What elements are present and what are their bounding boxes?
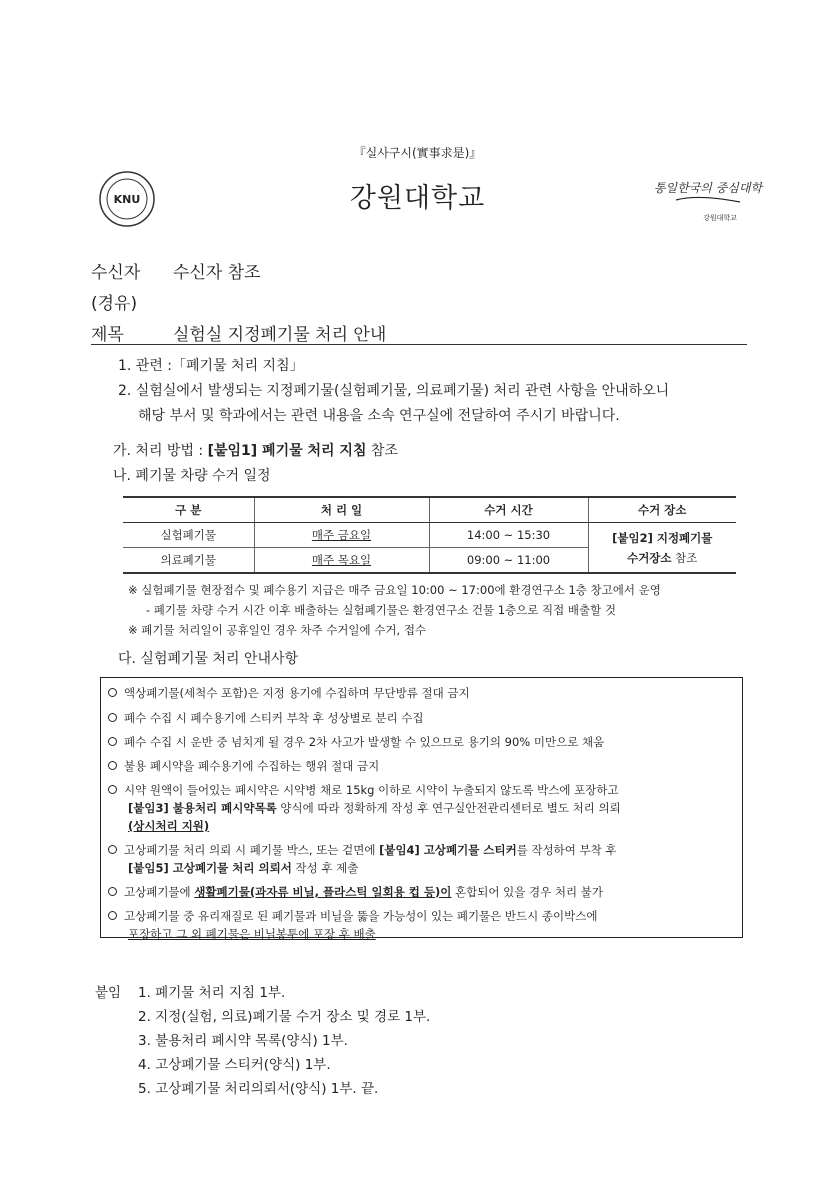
- guideline-5-line-3: (상시처리 지원): [128, 819, 210, 833]
- header-category: 구 분: [123, 497, 254, 523]
- bullet-circle-icon: [108, 688, 117, 697]
- header-location: 수거 장소: [588, 497, 736, 523]
- row-day: 매주 목요일: [254, 548, 429, 574]
- location-cell: [588, 523, 736, 574]
- bullet-circle-icon: [108, 887, 117, 896]
- location-line-2-suffix: 참조: [671, 550, 698, 565]
- note-1: ※ 실험폐기물 현장접수 및 폐수용기 지급은 매주 금요일 10:00 ~ 17:00에 환경연구소 1층 창고에서 운영: [128, 583, 661, 597]
- header-divider: [91, 344, 747, 345]
- note-2: ※ 폐기물 처리일이 공휴일인 경우 차주 수거일에 수거, 접수: [128, 623, 427, 637]
- header-time: 수거 시간: [429, 497, 588, 523]
- subject-label: 제목: [91, 325, 124, 345]
- note-1-sub: - 폐기물 차량 수거 시간 이후 배출하는 실험폐기물은 환경연구소 건물 1층으로 직접 배출할 것: [146, 603, 617, 617]
- row-type: 실험폐기물: [123, 523, 254, 548]
- bullet-circle-icon: [108, 845, 117, 854]
- bullet-circle-icon: [108, 785, 117, 794]
- guideline-2: 폐수 수집 시 폐수용기에 스티커 부착 후 성상별로 분리 수집: [108, 710, 424, 726]
- university-name: 강원대학교: [349, 183, 486, 214]
- bullet-circle-icon: [108, 911, 117, 920]
- item-2-line-2: 해당 부서 및 학과에서는 관련 내용을 소속 연구실에 전달하여 주시기 바랍니다.: [138, 408, 620, 424]
- attachments-label: 붙임: [95, 985, 122, 1001]
- motto: 『실사구시(實事求是)』: [353, 146, 482, 160]
- guideline-8-line-2: 포장하고 그 외 폐기물은 비닐봉투에 포장 후 배출: [128, 927, 376, 941]
- guideline-8: 고상폐기물 중 유리재질로 된 폐기물과 비닐을 뚫을 가능성이 있는 폐기물은 반드시 종이박스에: [108, 908, 597, 924]
- guideline-6: 고상폐기물 처리 의뢰 시 폐기물 박스, 또는 겉면에 [붙임4] 고상폐기물 스티커를 작성하여 부착 후: [108, 842, 617, 858]
- seal-text: KNU: [113, 193, 141, 206]
- guideline-1: 액상폐기물(세척수 포함)은 지정 용기에 수집하며 무단방류 절대 금지: [108, 685, 470, 701]
- table-header-row: [123, 497, 736, 523]
- guideline-7: 고상폐기물에 생활폐기물(과자류 비닐, 플라스틱 일회용 컵 등)이 혼합되어 있을 경우 처리 불가: [108, 884, 603, 900]
- sub-item-a-suffix: 참조: [366, 443, 398, 459]
- sub-item-a-prefix: 가. 처리 방법 :: [113, 443, 208, 459]
- row-time: 09:00 ~ 11:00: [429, 548, 588, 574]
- attachment-item: 3. 불용처리 폐시약 목록(양식) 1부.: [138, 1033, 348, 1049]
- guideline-5: 시약 원액이 들어있는 폐시약은 시약병 채로 15kg 이하로 시약이 누출되지 않도록 박스에 포장하고: [108, 782, 619, 798]
- university-slogan-logo: [653, 172, 763, 228]
- attachment-item: 4. 고상폐기물 스티커(양식) 1부.: [138, 1057, 331, 1073]
- location-line-2-bold: 수거장소: [627, 550, 672, 565]
- subject-value: 실험실 지정폐기물 처리 안내: [173, 325, 387, 345]
- slogan-text: 통일한국의 중심대학: [653, 181, 763, 195]
- bullet-circle-icon: [108, 737, 117, 746]
- subject-row: [91, 320, 386, 345]
- guideline-6-line-2: [붙임5] 고상폐기물 처리 의뢰서 작성 후 제출: [128, 861, 359, 875]
- row-day: 매주 금요일: [254, 523, 429, 548]
- recipient-value: 수신자 참조: [173, 263, 261, 283]
- sub-item-c: 다. 실험폐기물 처리 안내사항: [118, 651, 299, 667]
- table-row: [123, 523, 736, 548]
- header-day: 처 리 일: [254, 497, 429, 523]
- sub-item-a-bold: [붙임1] 폐기물 처리 지침: [207, 443, 367, 459]
- attachment-item: 2. 지정(실험, 의료)폐기물 수거 장소 및 경로 1부.: [138, 1009, 431, 1025]
- attachment-item: 5. 고상폐기물 처리의뢰서(양식) 1부. 끝.: [138, 1081, 379, 1097]
- row-time: 14:00 ~ 15:30: [429, 523, 588, 548]
- recipient-label: 수신자: [91, 263, 141, 283]
- guideline-5-line-2: [붙임3] 불용처리 폐시약목록 양식에 따라 정확하게 작성 후 연구실안전관리센터로 별도 처리 의뢰: [128, 801, 621, 815]
- slogan-subtext: 강원대학교: [703, 214, 737, 222]
- via-row: (경유): [91, 294, 138, 314]
- bullet-circle-icon: [108, 761, 117, 770]
- sub-item-a: [113, 440, 398, 460]
- item-1: 1. 관련 :「폐기물 처리 지침」: [118, 358, 304, 374]
- location-line-1: [붙임2] 지정폐기물: [612, 530, 713, 545]
- attachment-item: 1. 폐기물 처리 지침 1부.: [138, 985, 286, 1001]
- bullet-circle-icon: [108, 713, 117, 722]
- row-type: 의료폐기물: [123, 548, 254, 574]
- sub-item-b: 나. 폐기물 차량 수거 일정: [113, 468, 271, 484]
- collection-schedule-table: [123, 496, 736, 574]
- guideline-4: 불용 폐시약을 폐수용기에 수집하는 행위 절대 금지: [108, 758, 379, 774]
- recipient-row: [91, 258, 261, 283]
- item-2-line-1: 2. 실험실에서 발생되는 지정폐기물(실험폐기물, 의료폐기물) 처리 관련 사항을 안내하오니: [118, 383, 670, 399]
- guideline-3: 폐수 수집 시 운반 중 넘치게 될 경우 2차 사고가 발생할 수 있으므로 용기의 90% 미만으로 채움: [108, 734, 604, 750]
